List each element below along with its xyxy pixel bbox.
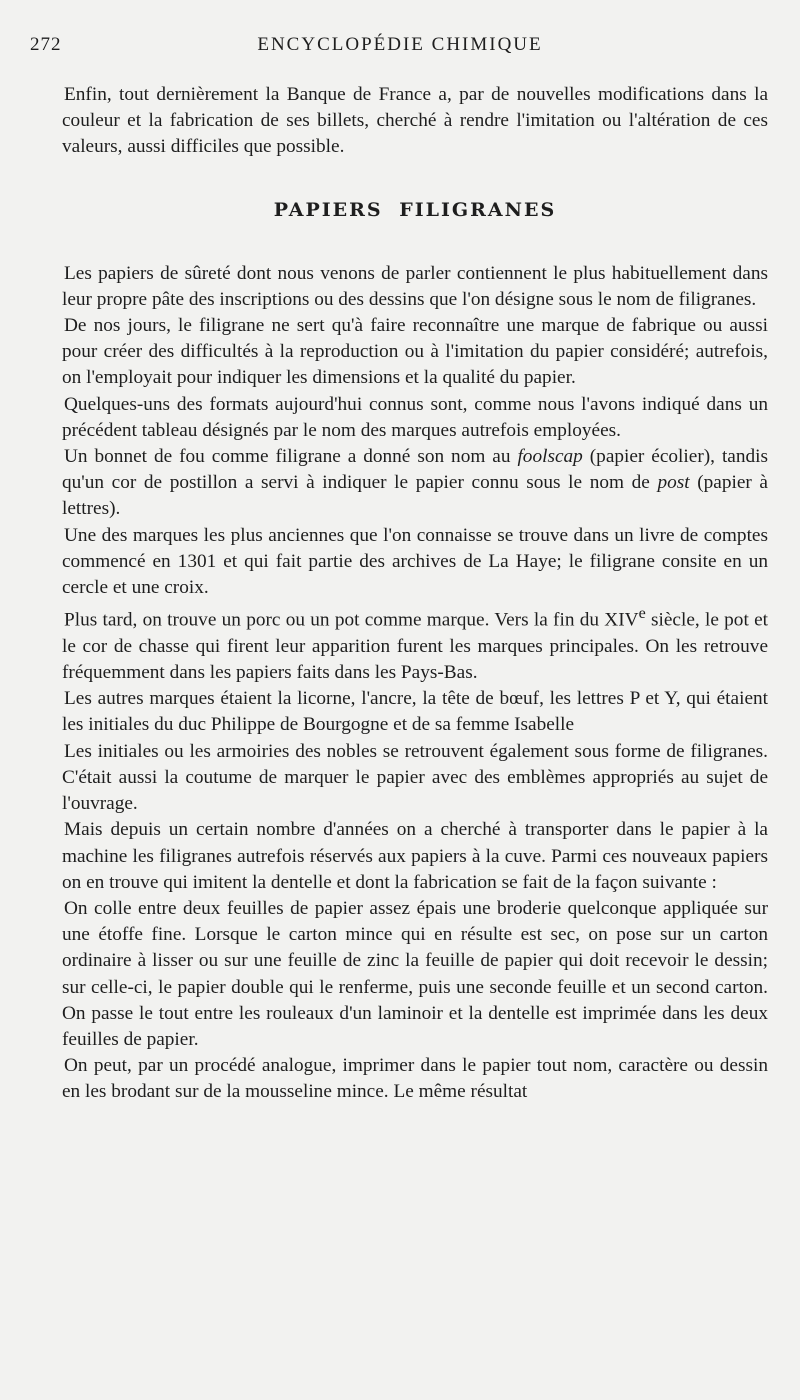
paragraph-4-text-b: (papier écolier), tandis qu'un cor de postillon a servi à indiquer le papier connu sous le nom de [62, 446, 769, 494]
paragraph-11: On peut, par un procédé analogue, imprimer dans le papier tout nom, caractère ou dessin en les brodant sur de la mousseline mince. Le même résultat [62, 1055, 768, 1103]
intro-paragraph: Enfin, tout dernièrement la Banque de France a, par de nouvelles modifications dans la couleur et la fabrication de ses billets, cherché à rendre l'imitation ou l'altération de ces valeurs, aussi difficiles que possible. [62, 84, 768, 158]
page-body [62, 82, 768, 1106]
paragraph-4-text-c: (papier à lettres). [62, 472, 768, 520]
page-number: 272 [30, 34, 62, 55]
paragraph-3: Quelques-uns des formats aujourd'hui connus sont, comme nous l'avons indiqué dans un précédent tableau désignés par le nom des marques autrefois employées. [62, 393, 768, 441]
paragraph-8: Les initiales ou les armoiries des nobles se retrouvent également sous forme de filigranes. C'était aussi la coutume de marquer le papier avec des emblèmes appropriés au sujet de l'ouvrage. [62, 740, 768, 815]
section-title: PAPIERS FILIGRANES [273, 198, 557, 221]
paragraph-4-text-a: Un bonnet de fou comme filigrane a donné son nom au [64, 446, 518, 468]
term-post: post [657, 472, 690, 494]
paragraph-5: Une des marques les plus anciennes que l'on connaisse se trouve dans un livre de comptes commencé en 1301 et qui fait partie des archives de La Haye; le filigrane consite en un cercle et une croix. [62, 524, 768, 599]
running-title: ENCYCLOPÉDIE CHIMIQUE [257, 34, 543, 55]
paragraph-6-text-a: Plus tard, on trouve un porc ou un pot comme marque. Vers la fin du XIV [64, 609, 639, 631]
paragraph-2: De nos jours, le filigrane ne sert qu'à faire reconnaître une marque de fabrique ou aussi pour créer des difficultés à la reproduction ou à l'imitation du papier considéré; autrefois, on l'employait pour indiquer les dimensions et la qualité du papier. [62, 315, 768, 389]
term-foolscap: foolscap [517, 446, 583, 468]
paragraph-1: Les papiers de sûreté dont nous venons de parler contiennent le plus habituellement dans leur propre pâte des inscriptions ou des dessins que l'on désigne sous le nom de filigranes. [62, 262, 768, 310]
paragraph-10: On colle entre deux feuilles de papier assez épais une broderie quelconque appliquée sur une étoffe fine. Lorsque le carton mince qui en résulte est sec, on pose sur un carton ordinaire à lisser ou sur une feuille de zinc la feuille de papier qui doit recevoir le dessin; sur celle-ci, le papier double qui le renferme, puis une seconde feuille et un second carton. On passe le tout entre les rouleaux d'un laminoir et la dentelle est imprimée dans les deux feuilles de papier. [62, 897, 768, 1050]
paragraph-4 [62, 444, 768, 523]
paragraph-6 [62, 601, 768, 686]
page-header [30, 34, 770, 64]
paragraph-9: Mais depuis un certain nombre d'années on a cherché à transporter dans le papier à la machine les filigranes autrefois réservés aux papiers à la cuve. Parmi ces nouveaux papiers on en trouve qui imitent la dentelle et dont la fabrication se fait de la façon suivante : [62, 819, 768, 893]
century-superscript: e [638, 605, 646, 623]
paragraph-6-text-b: siècle, le pot et le cor de chasse qui firent leur apparition furent les marques principales. On les retrouve fréquemment dans les papiers faits dans les Pays-Bas. [62, 609, 768, 684]
paragraph-7: Les autres marques étaient la licorne, l'ancre, la tête de bœuf, les lettres P et Y, qui étaient les initiales du duc Philippe de Bourgogne et de sa femme Isabelle [62, 688, 768, 736]
